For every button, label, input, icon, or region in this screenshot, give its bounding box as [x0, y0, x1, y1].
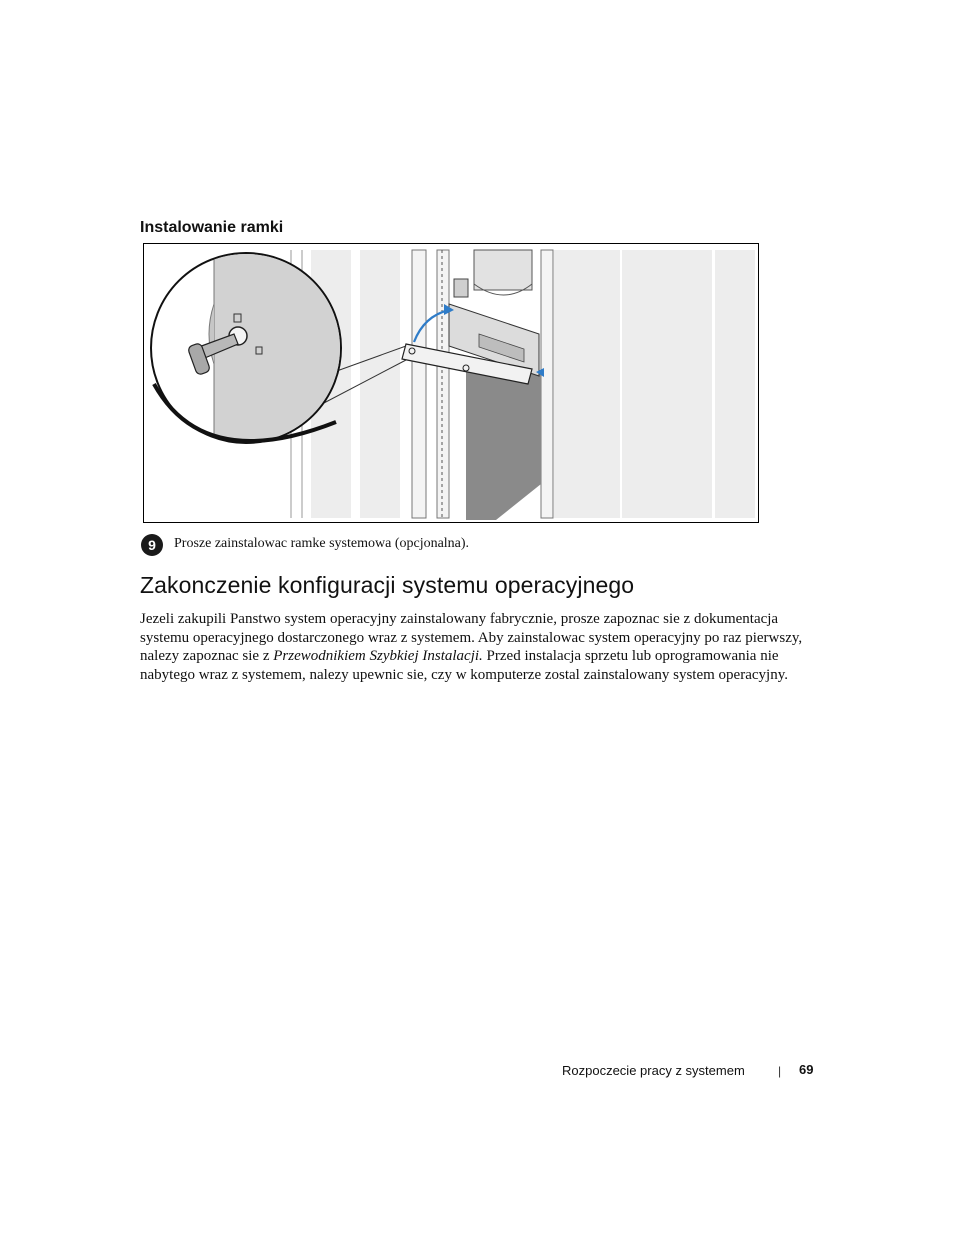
footer-chapter-title: Rozpoczecie pracy z systemem	[562, 1063, 745, 1078]
rack-panel	[715, 250, 755, 518]
step-number-badge: 9	[141, 534, 163, 556]
bezel-installation-illustration	[144, 244, 758, 522]
rack-rail	[412, 250, 426, 518]
rack-interior	[466, 372, 541, 520]
rack-rail	[437, 250, 449, 518]
footer-separator: |	[778, 1064, 782, 1078]
paragraph-text: Przed instalacja sprzetu lub oprogramowania nie nabytego wraz z systemem, nalezy upewnic sie, czy w komputerze zostal zainstalowany system operacyjny.	[140, 648, 788, 683]
body-paragraph	[140, 610, 812, 684]
paragraph-text: Jezeli zakupili Panstwo system operacyjny zainstalowany fabrycznie, prosze zapoznac sie z dokumentacja systemu operacyjnego dostarczonego wraz z systemem. Aby zainstalowac system operacyjny po raz pierwszy, nalezy zapoznac sie z	[140, 611, 803, 664]
section-heading: Instalowanie ramki	[140, 219, 284, 236]
rack-panel	[554, 250, 620, 518]
rack-panel	[622, 250, 712, 518]
step-instruction: Prosze zainstalowac ramke systemowa (opcjonalna).	[174, 536, 470, 551]
monitor	[474, 250, 532, 290]
rack-rail	[541, 250, 553, 518]
figure-frame	[143, 243, 759, 523]
rack-panel	[360, 250, 400, 518]
page-number: 69	[799, 1062, 814, 1077]
main-heading: Zakonczenie konfiguracji systemu operacyjnego	[140, 572, 635, 598]
guide-title-link-text: Przewodnikiem Szybkiej Instalacji.	[273, 648, 483, 664]
